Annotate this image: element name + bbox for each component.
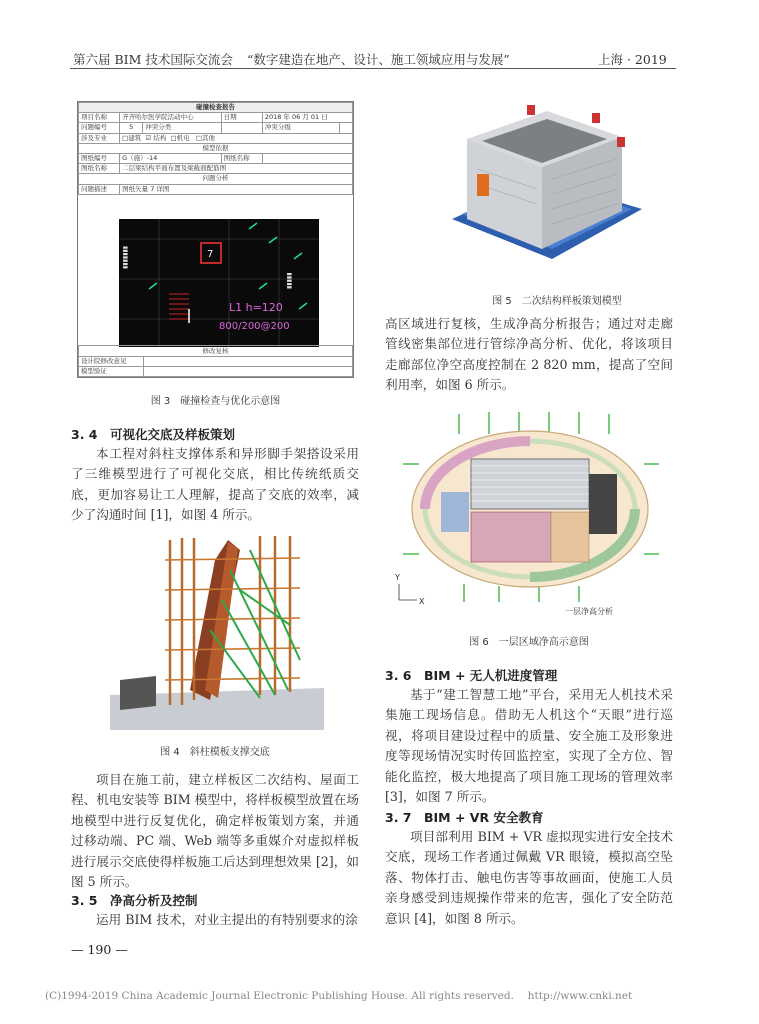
section-heading-3-6: 3. 6 BIM + 无人机进度管理 <box>385 668 558 683</box>
cell: 5 <box>120 123 143 133</box>
running-header-right: 上海 · 2019 <box>598 52 667 67</box>
svg-text:▮▮▮▮▮▮▮: ▮▮▮▮▮▮▮ <box>122 245 129 269</box>
figure5-caption: 图 5 二次结构样板策划模型 <box>492 296 622 307</box>
cell <box>120 133 353 143</box>
cad-dim-label: L1 h=120 <box>229 301 283 314</box>
checkbox-option: □机电 <box>170 133 190 142</box>
cell: 设计院修改意见 <box>79 356 144 366</box>
checkbox-option: □建筑 <box>122 133 142 142</box>
figure6-caption: 图 6 一层区域净高示意图 <box>469 637 589 648</box>
cell: 冲突分级 <box>262 123 340 133</box>
cell: 齐齐哈尔医学院活动中心 <box>120 113 222 123</box>
cell: 项目名称 <box>79 113 120 123</box>
section-row: 修改复核 <box>79 346 353 356</box>
cell: 问题描述 <box>79 184 120 194</box>
running-header-left: 第六届 BIM 技术国际交流会 <box>73 52 233 67</box>
checkbox-option: □其他 <box>195 133 215 142</box>
paragraph-3-6: 基于“建工智慧工地”平台，采用无人机技术采集施工现场信息。借助无人机这个“天眼”进行巡视，将项目建设过程中的质量、安全施工及形象进度等现场情况实时传回监控室，实现了全方位、智能化监控，极大地提高了项目施工现场的管理效率 [3]，如图 7 所示。 <box>385 687 673 805</box>
cad-label-7: 7 <box>207 249 214 260</box>
section-heading-3-5: 3. 5 净高分析及控制 <box>71 893 198 908</box>
figure5-sample-model-image <box>442 99 642 279</box>
cell: 图纸名称 <box>79 164 120 174</box>
clash-report-table <box>78 102 353 195</box>
cad-drawing-image <box>119 219 319 347</box>
cell <box>340 123 353 133</box>
paragraph-3-4: 本工程对斜柱支撑体系和异形脚手架搭设采用了三维模型进行了可视化交底，相比传统纸质交底，更加容易让工人理解，提高了交底的效率，减少了沟通时间 [1]，如图 4 所示。 <box>71 446 359 523</box>
cell: 2018 年 06 月 01 日 <box>262 113 352 123</box>
checkbox-option: ☑ 结构 <box>145 133 167 142</box>
plan-label: 一层净高分析 <box>565 607 613 616</box>
cell <box>221 123 262 133</box>
cell: 图纸矢量 7 详图 <box>120 184 353 194</box>
cell: G（施）-14 <box>120 153 222 163</box>
cell: 冲突分类 <box>143 123 221 133</box>
paragraph-3-7: 项目部利用 BIM + VR 虚拟现实进行安全技术交底，现场工作者通过佩戴 VR 眼镜，模拟高空坠落、物体打击、触电伤害等事故画面，使施工人员亲身感受到违规操作带来的危害，强化了安全防范意识 [4]，如图 8 所示。 <box>385 829 673 926</box>
svg-text:▮▮▮▮▮: ▮▮▮▮▮ <box>286 272 293 289</box>
axis-x-label: X <box>419 597 425 606</box>
paragraph-sample: 项目在施工前，建立样板区二次结构、屋面工程、机电安装等 BIM 模型中，将样板模型放置在场地模型中进行反复优化，确定样板策划方案，并通过移动端、PC 端、Web 端等多重媒介对虚拟样板进行展示交底使得样板施工后达到理想效果 [2]，如图 5 所示。 <box>71 772 359 890</box>
cad-dim-label-2: 800/200@200 <box>219 321 290 332</box>
paragraph-clearance: 高区域进行复核，生成净高分析报告；通过对走廊管线密集部位进行管综净高分析、优化，将该项目走廊部位净空高度控制在 2 820 mm，提高了空间利用率，如图 6 所示。 <box>385 316 673 393</box>
axis-y-label: Y <box>395 573 400 582</box>
figure6-clearance-plan-image <box>389 404 671 618</box>
section-heading-3-7: 3. 7 BIM + VR 安全教育 <box>385 810 544 825</box>
running-header-center: “数字建造在地产、设计、施工领域应用与发展” <box>247 52 510 67</box>
cell: 问题编号 <box>79 123 120 133</box>
figure4-caption: 图 4 斜柱模板支撑交底 <box>160 747 270 758</box>
clash-report-figure <box>77 101 354 378</box>
header-rule <box>70 68 676 69</box>
section-row: 模型依据 <box>79 143 353 153</box>
cell: 涉及专业 <box>79 133 120 143</box>
figure3-caption: 图 3 碰撞检查与优化示意图 <box>150 396 281 407</box>
page-number: — 190 — <box>71 942 128 957</box>
paragraph-3-5: 运用 BIM 技术，对业主提出的有特别要求的涂 <box>96 912 358 927</box>
section-heading-3-4: 3. 4 可视化交底及样板策划 <box>71 427 235 442</box>
figure4-formwork-image <box>110 530 324 730</box>
cell: 日期 <box>221 113 262 123</box>
copyright-footer: (C)1994-2019 China Academic Journal Electronic Publishing House. All rights reserved. http://www.cnki.net <box>45 990 633 1002</box>
cell: 图纸编号 <box>79 153 120 163</box>
cell <box>262 153 352 163</box>
cell: 图纸名称 <box>221 153 262 163</box>
section-row: 问题分析 <box>79 174 353 184</box>
cell: 二层梁结构平面布置及梁截面配筋图 <box>120 164 353 174</box>
report-title: 碰撞检查报告 <box>79 103 353 113</box>
cell: 模型验证 <box>79 366 144 376</box>
clash-report-footer-rows <box>78 345 353 377</box>
